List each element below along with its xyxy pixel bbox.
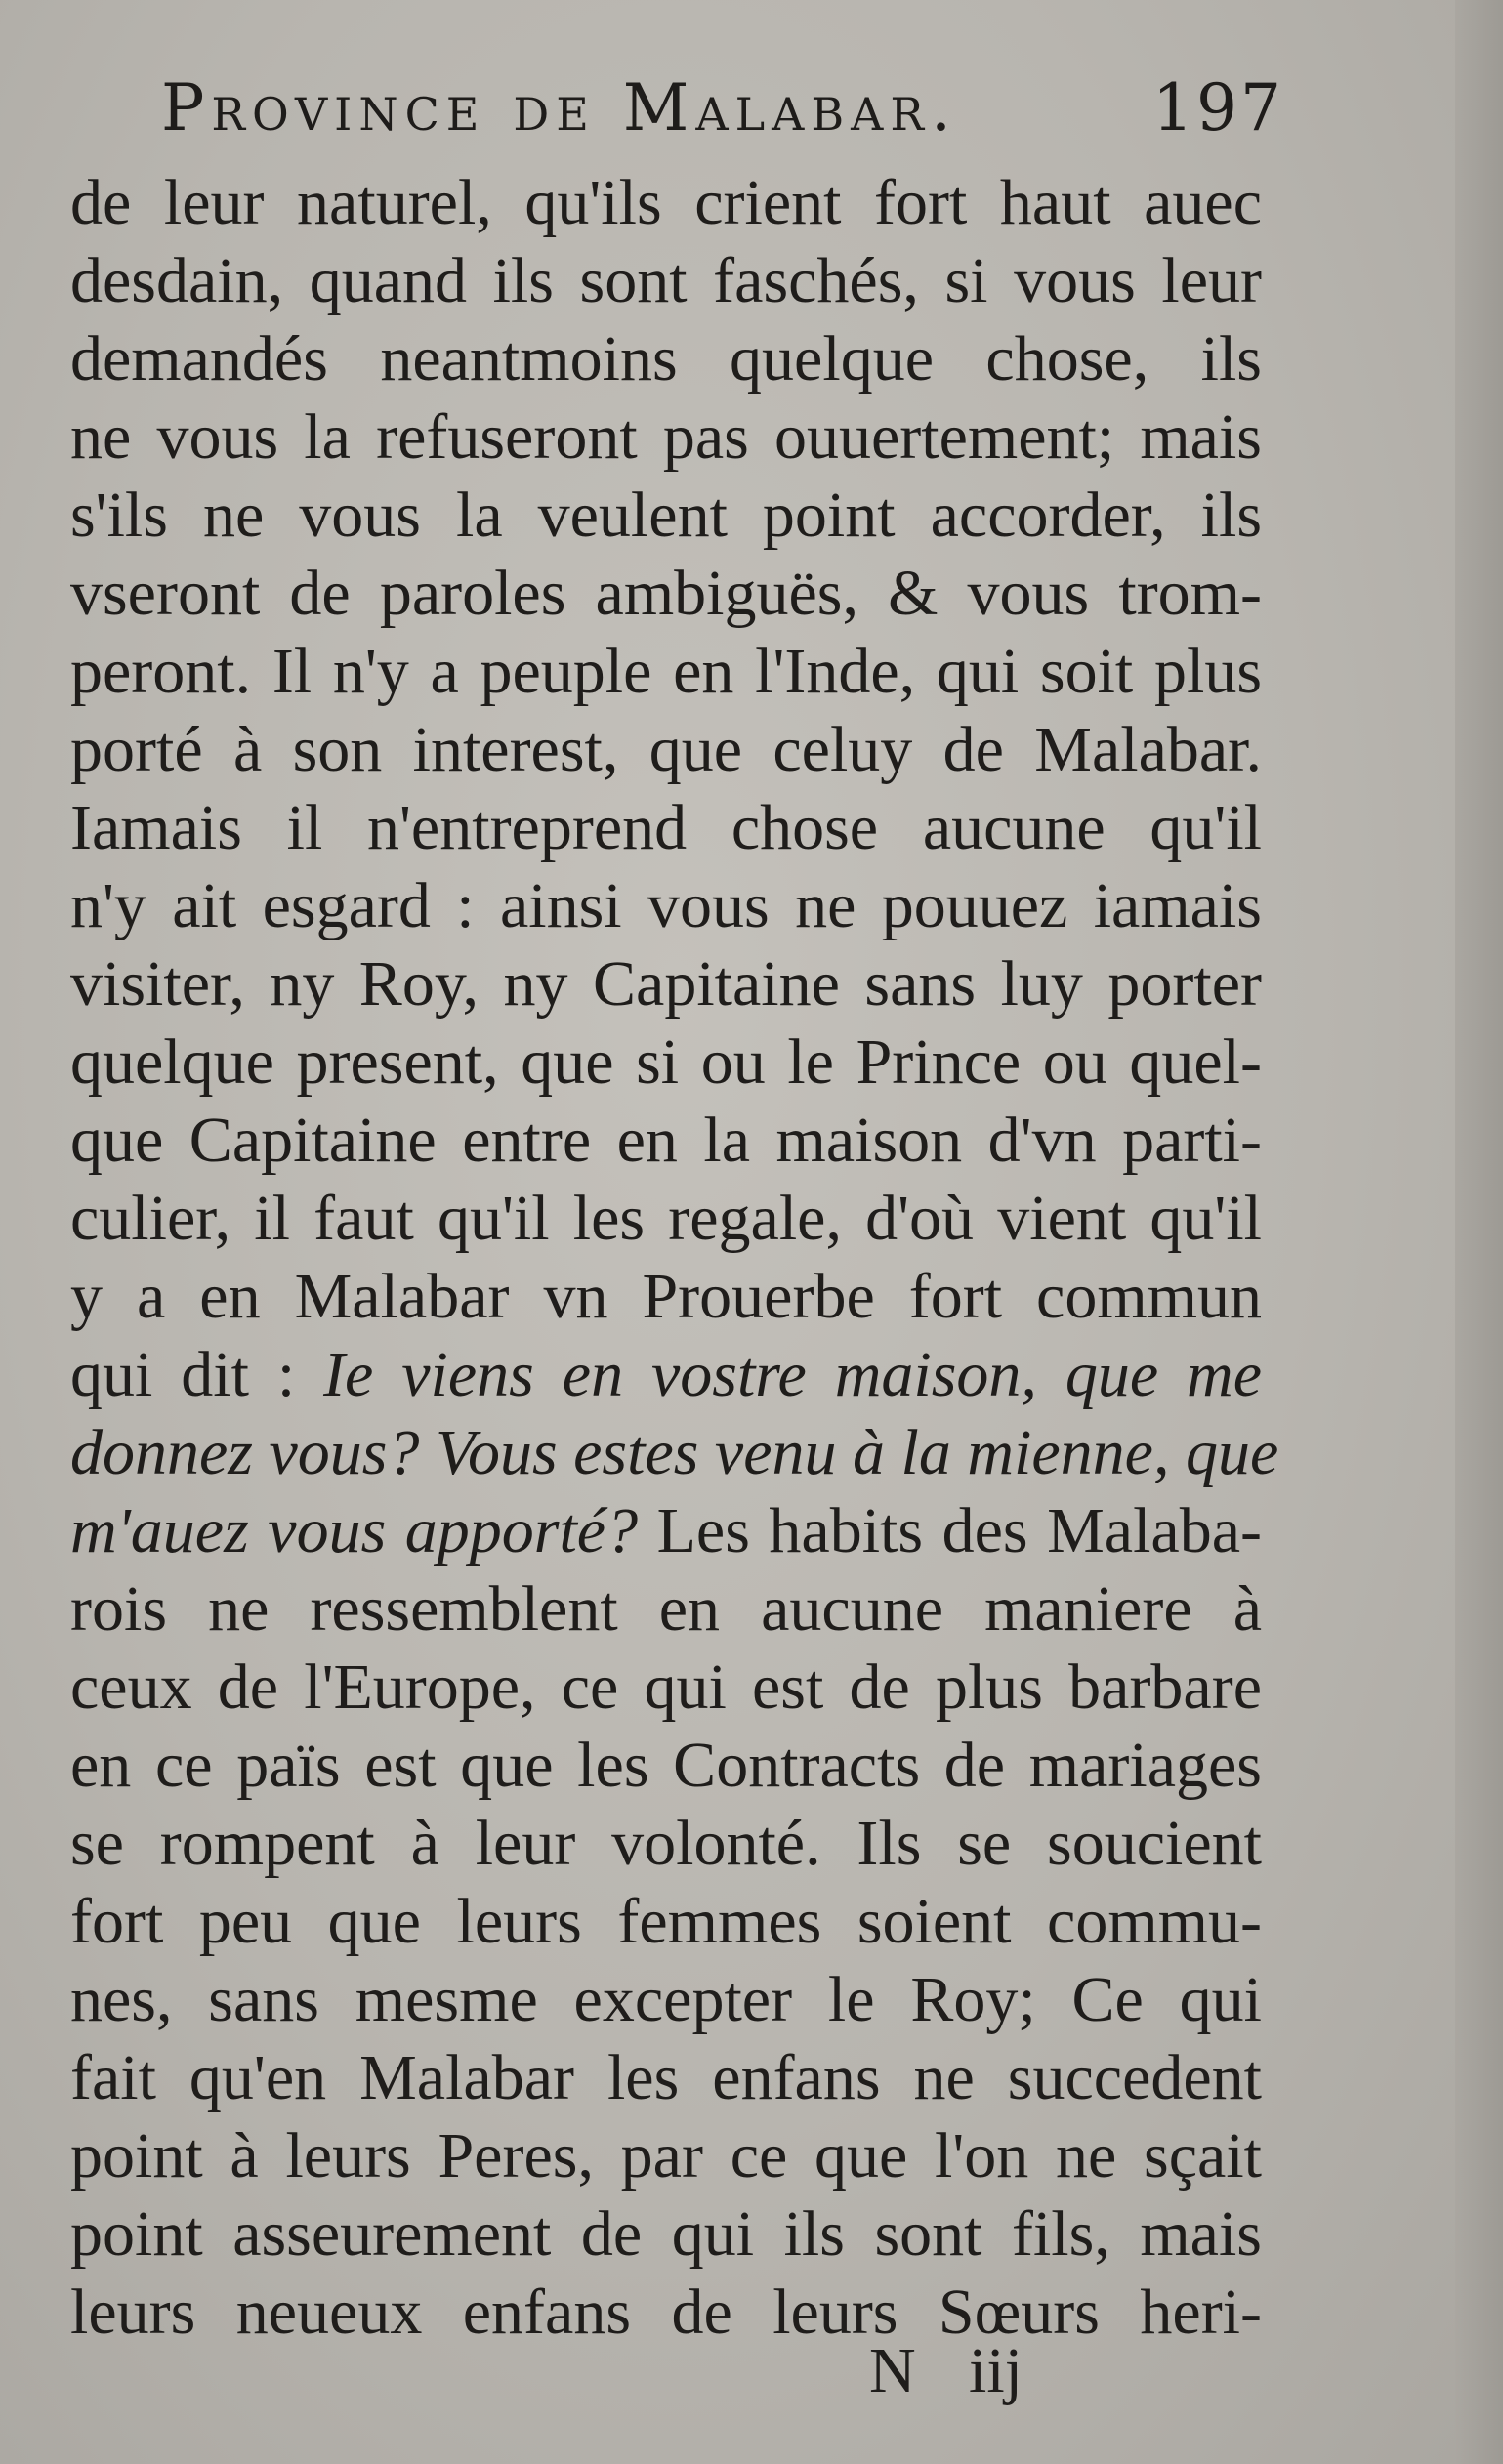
text-segment: Iamais il n'entreprend chose aucune qu'il <box>70 792 1262 863</box>
text-line <box>70 867 1262 945</box>
signature-letter: N <box>869 2335 916 2406</box>
text-segment: ceux de l'Europe, ce qui est de plus barbare <box>70 1651 1262 1723</box>
text-line <box>70 555 1262 633</box>
text-line <box>70 1180 1262 1258</box>
text-segment: point asseurement de qui ils sont fils, mais <box>70 2198 1262 2270</box>
text-segment: nes, sans mesme excepter le Roy; Ce qui <box>70 1964 1262 2035</box>
text-segment: n'y ait esgard : ainsi vous ne pouuez iamais <box>70 870 1262 941</box>
text-line <box>70 1492 1262 1570</box>
signature-number: iij <box>969 2335 1023 2406</box>
text-line <box>70 945 1262 1023</box>
text-segment: desdain, quand ils sont faschés, si vous leur <box>70 245 1262 316</box>
text-line <box>70 242 1262 320</box>
text-line <box>70 1727 1262 1805</box>
text-line <box>70 1336 1262 1414</box>
text-line <box>70 1414 1279 1492</box>
text-segment: s'ils ne vous la veulent point accorder, ils <box>70 480 1262 551</box>
text-line <box>70 398 1262 477</box>
italic-segment: donnez vous? Vous estes venu à la mienne, que <box>70 1417 1279 1488</box>
page-edge <box>1455 0 1503 2464</box>
text-line <box>70 1023 1262 1102</box>
text-segment: porté à son interest, que celuy de Malabar. <box>70 714 1262 785</box>
italic-segment: m'auez vous apporté? <box>70 1495 639 1566</box>
text-segment: en ce païs est que les Contracts de mariages <box>70 1730 1262 1801</box>
text-segment: y a en Malabar vn Prouerbe fort commun <box>70 1261 1262 1332</box>
text-line <box>70 320 1262 398</box>
text-line <box>70 789 1262 867</box>
signature-mark <box>869 2334 1104 2422</box>
text-segment: que Capitaine entre en la maison d'vn parti- <box>70 1105 1262 1176</box>
text-segment: fait qu'en Malabar les enfans ne succedent <box>70 2042 1262 2113</box>
text-segment: fort peu que leurs femmes soient commu- <box>70 1886 1262 1957</box>
text-segment: leurs neueux enfans de leurs Sœurs heri- <box>70 2276 1262 2348</box>
text-line <box>70 164 1262 242</box>
text-line <box>70 1805 1262 1883</box>
text-segment: de leur naturel, qu'ils crient fort haut auec <box>70 167 1262 238</box>
text-segment: point à leurs Peres, par ce que l'on ne sçait <box>70 2120 1262 2192</box>
body-text <box>70 164 1279 2352</box>
text-line <box>70 1961 1262 2039</box>
text-line <box>70 2117 1262 2195</box>
text-segment: demandés neantmoins quelque chose, ils <box>70 323 1262 395</box>
page-number: 197 <box>1152 70 1284 146</box>
text-segment: visiter, ny Roy, ny Capitaine sans luy porter <box>70 948 1262 1020</box>
text-line <box>70 2195 1262 2274</box>
text-line <box>70 1570 1262 1649</box>
text-line <box>70 2039 1262 2117</box>
text-segment: rois ne ressemblent en aucune maniere à <box>70 1573 1262 1645</box>
page-header <box>161 70 1284 164</box>
text-segment: quelque present, que si ou le Prince ou quel- <box>70 1026 1262 1098</box>
text-line <box>70 711 1262 789</box>
running-title: Province de Malabar. <box>161 70 958 146</box>
text-line <box>70 1102 1262 1180</box>
text-segment: culier, il faut qu'il les regale, d'où vient qu'il <box>70 1183 1262 1254</box>
text-segment: peront. Il n'y a peuple en l'Inde, qui soit plus <box>70 636 1262 707</box>
text-segment: ne vous la refuseront pas ouuertement; mais <box>70 401 1262 473</box>
text-line <box>70 1258 1262 1336</box>
text-segment: qui dit : <box>70 1339 324 1410</box>
text-line <box>70 1649 1262 1727</box>
text-line <box>70 633 1262 711</box>
text-line <box>70 1883 1262 1961</box>
text-line <box>70 477 1262 555</box>
text-segment: se rompent à leur volonté. Ils se soucient <box>70 1808 1262 1879</box>
italic-segment: Ie viens en vostre maison, que me <box>323 1339 1262 1410</box>
text-segment: Les habits des Malaba- <box>638 1495 1262 1566</box>
text-segment: vseront de paroles ambiguës, & vous trom- <box>70 558 1262 629</box>
